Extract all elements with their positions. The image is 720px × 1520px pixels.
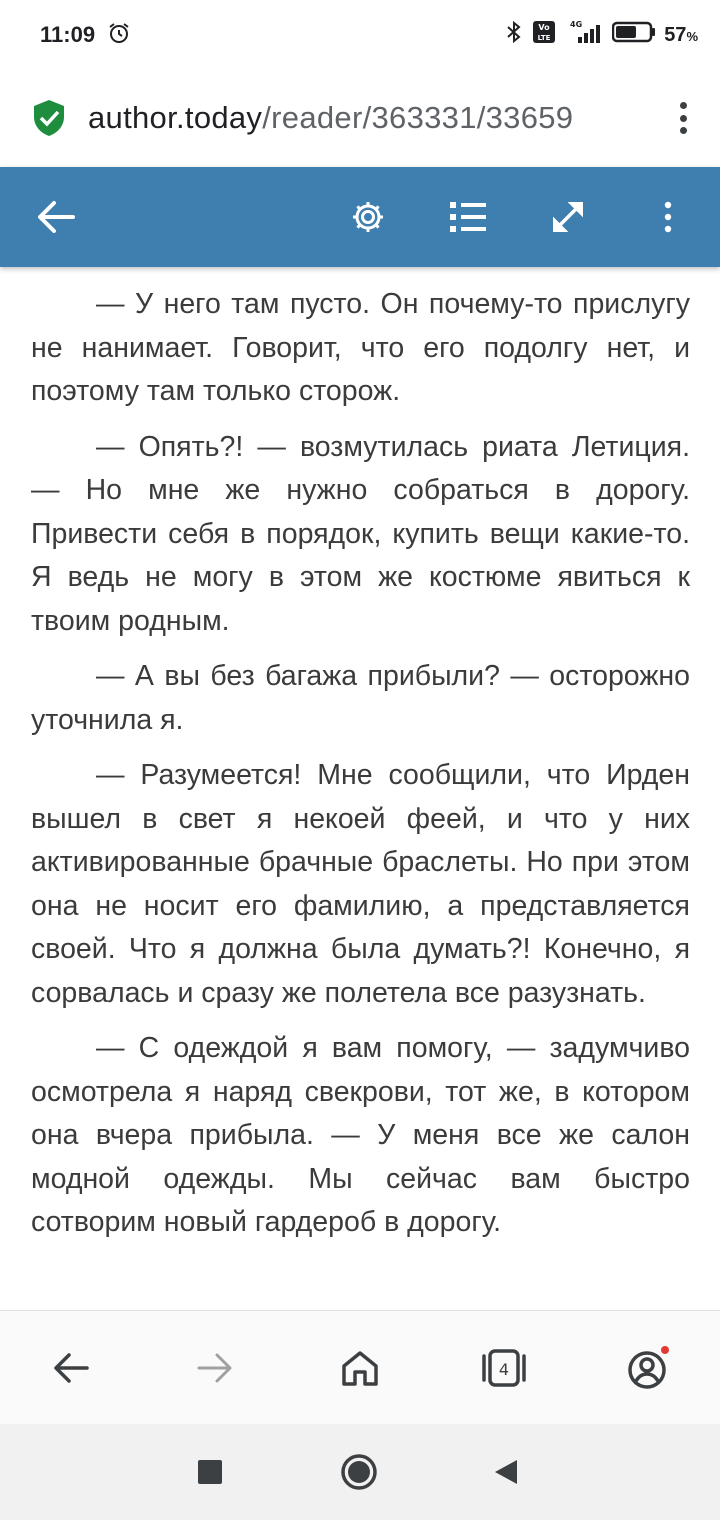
- url-text[interactable]: [88, 100, 648, 136]
- reader-toolbar: [0, 167, 720, 267]
- paragraph: — Разумеется! Мне сообщили, что Ирден вышел в свет я некоей феей, и что у них активированные брачные браслеты. Но при этом она не носит его фамилию, а представляется своей. Что я должна была думать?! Конечно, я сорвалась и сразу же полетела все разузнать.: [31, 759, 690, 1009]
- system-back-button[interactable]: [466, 1424, 546, 1520]
- browser-forward-button[interactable]: [170, 1311, 260, 1425]
- tab-count: 4: [498, 1360, 510, 1379]
- reader-content[interactable]: [0, 267, 720, 1310]
- reader-menu-button[interactable]: [633, 167, 703, 267]
- status-bar: [0, 0, 720, 70]
- fullscreen-button[interactable]: [533, 167, 603, 267]
- svg-text:LTE: LTE: [537, 34, 551, 42]
- paragraph: — С одеждой я вам помогу, — задумчиво осмотрела я наряд свекрови, тот же, в котором она вчера прибыла. — У меня все же салон модной одежды. Мы сейчас вам быстро сотворим новый гардероб в дорогу.: [31, 1032, 690, 1238]
- bluetooth-icon: [504, 20, 524, 50]
- url-domain: author.today: [88, 100, 263, 135]
- volte-icon: [532, 20, 556, 50]
- paragraph: — А вы без багажа прибыли? — осторожно уточнила я.: [31, 660, 690, 736]
- signal-icon: [564, 19, 604, 51]
- secure-shield-icon[interactable]: [32, 99, 66, 137]
- status-time: 11:09: [40, 22, 96, 47]
- expand-icon: [550, 199, 586, 235]
- circle-icon: [340, 1453, 378, 1491]
- tabs-icon: [479, 1348, 529, 1388]
- status-left: [40, 21, 131, 50]
- paragraph: — У него там пусто. Он почему-то прислугу не нанимает. Говорит, что его подолгу нет, и поэтому там только сторож.: [31, 288, 690, 407]
- gear-icon: [350, 199, 386, 235]
- browser-menu-icon[interactable]: [670, 98, 696, 138]
- system-home-button[interactable]: [319, 1424, 399, 1520]
- url-bar[interactable]: [0, 70, 720, 166]
- system-nav-bar: [0, 1424, 720, 1520]
- back-button[interactable]: [21, 167, 91, 267]
- home-button[interactable]: [315, 1311, 405, 1425]
- browser-back-button[interactable]: [26, 1311, 116, 1425]
- svg-text:Vo: Vo: [538, 23, 550, 32]
- arrow-right-icon: [197, 1352, 233, 1384]
- profile-button[interactable]: [603, 1311, 693, 1425]
- battery-icon: [612, 21, 656, 49]
- url-path: /reader/363331/33659: [262, 100, 574, 135]
- browser-bottom-nav: [0, 1310, 720, 1424]
- alarm-icon: [107, 21, 131, 50]
- battery-value: 57: [664, 23, 687, 46]
- status-right: [504, 19, 698, 51]
- settings-button[interactable]: [333, 167, 403, 267]
- notification-dot-icon: [661, 1346, 669, 1354]
- list-icon: [450, 200, 486, 234]
- network-type: 4G: [570, 20, 583, 29]
- more-vert-icon: [663, 200, 673, 234]
- contents-button[interactable]: [433, 167, 503, 267]
- arrow-left-icon: [53, 1352, 89, 1384]
- arrow-left-icon: [37, 200, 75, 234]
- tabs-button[interactable]: [459, 1311, 549, 1425]
- account-icon: [625, 1345, 671, 1391]
- battery-percent: [664, 24, 698, 47]
- triangle-back-icon: [493, 1458, 519, 1486]
- recents-button[interactable]: [170, 1424, 250, 1520]
- paragraph: — Опять?! — возмутилась риата Летиция. — Но мне же нужно собраться в дорогу. Привести себя в порядок, купить вещи какие-то. Я ведь не могу в этом же костюме явиться к твоим родным.: [31, 430, 690, 637]
- square-icon: [198, 1460, 222, 1484]
- battery-unit: %: [686, 28, 698, 44]
- home-icon: [341, 1350, 379, 1386]
